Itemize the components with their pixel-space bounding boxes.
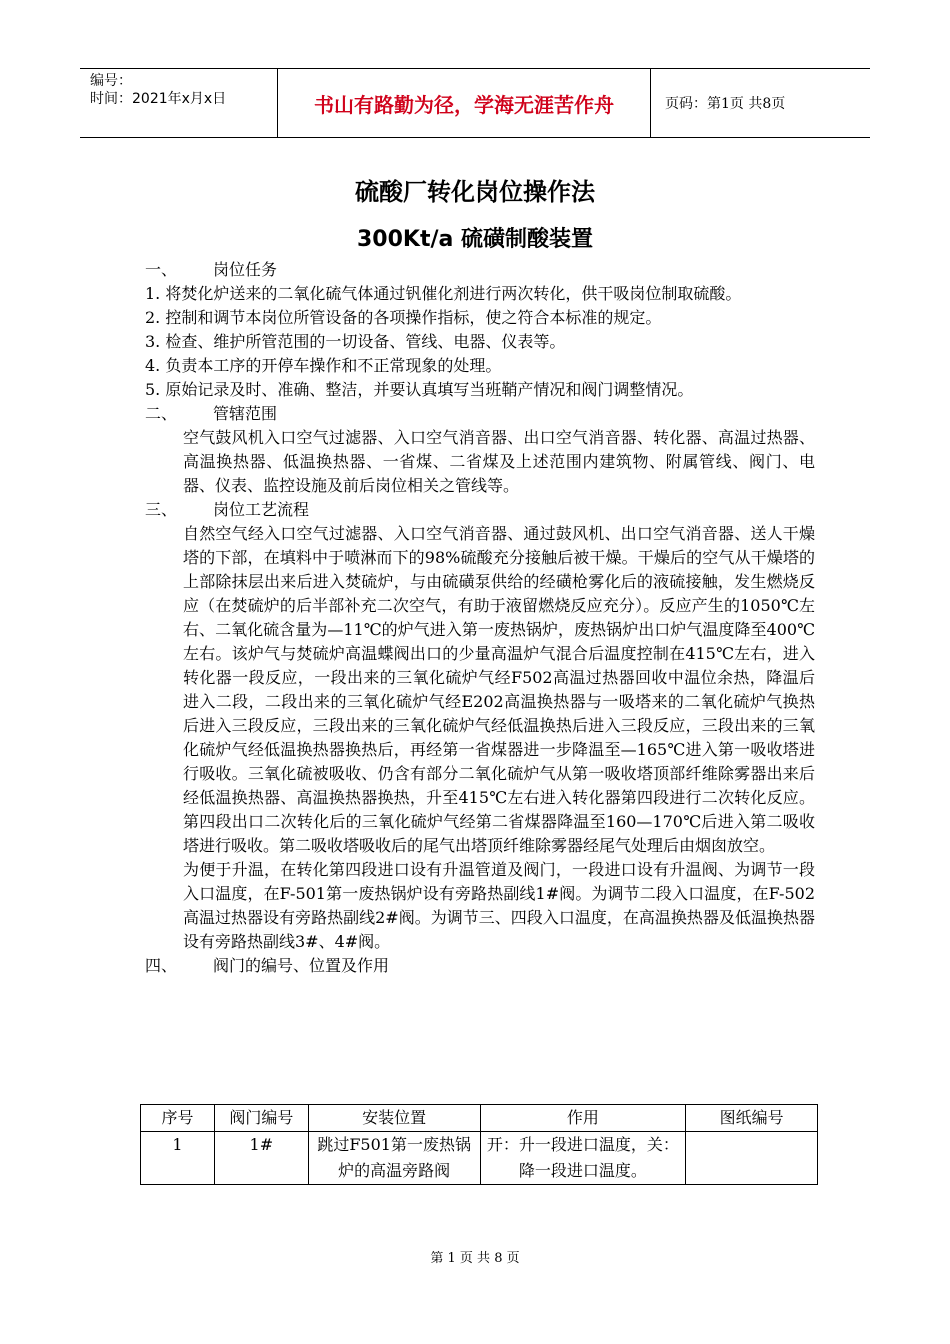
column-header: 阀门编号: [214, 1105, 308, 1132]
section-title: 岗位任务: [213, 260, 278, 279]
section-heading-3: [145, 498, 815, 522]
number-label: 编号：: [90, 73, 132, 89]
table-cell: 1: [141, 1132, 215, 1185]
section-title: 管辖范围: [213, 404, 278, 423]
list-item: 1. 将焚化炉送来的二氧化硫气体通过钒催化剂进行两次转化，供干吸岗位制取硫酸。: [145, 284, 742, 303]
table-cell: 开：升一段进口温度，关：降一段进口温度。: [480, 1132, 686, 1185]
page-header: [80, 68, 870, 138]
section-number: 三、: [145, 500, 178, 519]
section-number: 四、: [145, 956, 178, 975]
column-header: 安装位置: [308, 1105, 480, 1132]
page-footer: 第 1 页 共 8 页: [430, 1251, 520, 1266]
table-header-row: [141, 1105, 818, 1132]
table-cell: 1#: [214, 1132, 308, 1185]
header-motto: 书山有路勤为径，学海无涯苦作舟: [278, 69, 651, 137]
section-number: 二、: [145, 404, 178, 423]
header-page-label: 页码：第1页 共8页: [665, 96, 786, 112]
section-heading-2: [145, 402, 815, 426]
list-item: 4. 负责本工序的开停车操作和不正常现象的处理。: [145, 356, 502, 375]
section-title: 岗位工艺流程: [213, 500, 310, 519]
section-heading-4: [145, 954, 815, 978]
paragraph: 为便于升温，在转化第四段进口设有升温管道及阀门，一段进口设有升温阀、为调节一段入口温度，在F-501第一废热锅炉设有旁路热副线1#阀。为调节二段入口温度，在F-502高温过热器设有旁路热副线2#阀。为调节三、四段入口温度，在高温换热器及低温换热器设有旁路热副线3#、4#阀。: [183, 860, 815, 951]
list-item: 2. 控制和调节本岗位所管设备的各项操作指标，使之符合本标准的规定。: [145, 308, 662, 327]
table-cell: 跳过F501第一废热锅炉的高温旁路阀: [308, 1132, 480, 1185]
list-item: 3. 检查、维护所管范围的一切设备、管线、电器、仪表等。: [145, 332, 566, 351]
column-header: 作用: [480, 1105, 686, 1132]
paragraph: 空气鼓风机入口空气过滤器、入口空气消音器、出口空气消音器、转化器、高温过热器、高温换热器、低温换热器、一省煤、二省煤及上述范围内建筑物、附属管线、阀门、电器、仪表、监控设施及前后岗位相关之管线等。: [183, 428, 815, 495]
table-row: [141, 1132, 818, 1185]
paragraph: 自然空气经入口空气过滤器、入口空气消音器、通过鼓风机、出口空气消音器、送人干燥塔的下部，在填料中于喷淋而下的98%硫酸充分接触后被干燥。干燥后的空气从干燥塔的上部除抹层出来后进入焚硫炉，与由硫磺泵供给的经磺枪雾化后的液硫接触，发生燃烧反应（在焚硫炉的后半部补充二次空气，有助于液留燃烧反应充分）。反应产生的1050℃左右、二氧化硫含量为—11℃的炉气进入第一废热锅炉，废热锅炉出口炉气温度降至400℃左右。该炉气与焚硫炉高温蝶阀出口的少量高温炉气混合后温度控制在415℃左右，进入转化器一段反应，一段出来的三氧化硫炉气经F502高温过热器回收中温位余热，降温后进入二段，二段出来的三氧化硫炉气经E202高温换热器与一吸塔来的二氧化硫炉气换热后进入三段反应，三段出来的三氧化硫炉气经低温换热后进入三段反应，三段出来的三氧化硫炉气经低温换热器换热后，再经第一省煤器进一步降温至—165℃进入第一吸收塔进行吸收。三氧化硫被吸收、仍含有部分二氧化硫炉气从第一吸收塔顶部纤维除雾器出来后经低温换热器、高温换热器换热，升至415℃左右进入转化器第四段进行二次转化反应。第四段出口二次转化后的三氧化硫炉气经第二省煤器降温至160—170℃后进入第二吸收塔进行吸收。第二吸收塔吸收后的尾气出塔顶纤维除雾器经尾气处理后由烟囱放空。: [183, 524, 815, 855]
document-title: 硫酸厂转化岗位操作法: [355, 178, 595, 206]
table-cell: [686, 1132, 818, 1185]
document-body: [145, 258, 815, 978]
list-item: 5. 原始记录及时、准确、整洁，并要认真填写当班鞘产情况和阀门调整情况。: [145, 380, 694, 399]
header-meta: [80, 69, 278, 137]
column-header: 序号: [141, 1105, 215, 1132]
column-header: 图纸编号: [686, 1105, 818, 1132]
section-number: 一、: [145, 260, 178, 279]
date-label: 时间：2021年x月x日: [90, 91, 227, 107]
valve-table: [140, 1104, 818, 1185]
section-heading-1: [145, 258, 815, 282]
section-title: 阀门的编号、位置及作用: [213, 956, 390, 975]
document-subtitle: 300Kt/a 硫磺制酸装置: [356, 227, 594, 252]
